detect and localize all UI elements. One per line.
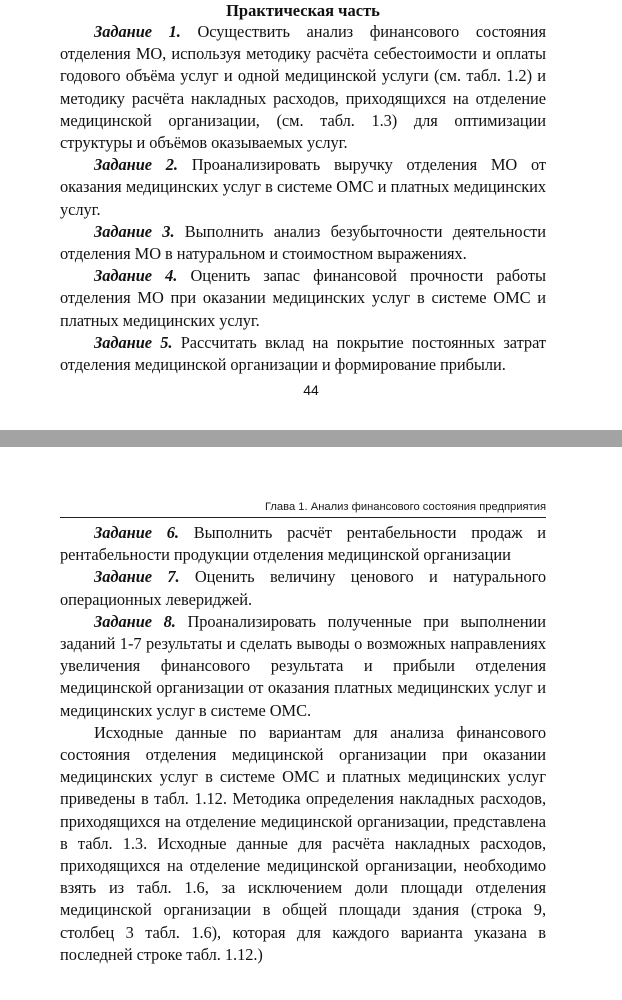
task-3-paragraph [60, 221, 546, 265]
task-6-label: Задание 6. [94, 523, 179, 542]
task-4-label: Задание 4. [94, 266, 178, 286]
page-44 [0, 0, 622, 430]
top-page-body [60, 21, 546, 376]
page-separator [0, 430, 622, 447]
task-7-text: Оценить величину ценового и натурального операционных левериджей. [60, 567, 546, 609]
page-number: 44 [303, 382, 319, 398]
task-5-text: Рассчитать вклад на покрытие постоянных затрат отделения медицинской организации и формирование прибыли. [60, 332, 546, 375]
task-5-paragraph [60, 332, 546, 376]
bottom-page-body [60, 522, 546, 966]
task-8-paragraph [60, 611, 546, 722]
task-2-label: Задание 2. [94, 155, 178, 175]
task-5-label: Задание 5. [94, 332, 173, 352]
task-4-paragraph [60, 265, 546, 332]
task-6-text: Выполнить расчёт рентабельности продаж и рентабельности продукции отделения медицинской организации [60, 523, 546, 565]
task-8-label: Задание 8. [94, 611, 176, 631]
source-data-paragraph: Исходные данные по вариантам для анализа финансового состояния отделения медицинской организации при оказании медицинских услуг в системе ОМС и платных медицинских услуг приведены в табл. 1.12. Методика определения накладных расходов, приходящихся на отделение медицинской организации, представлена в табл. 1.3. Исходные данные для расчёта накладных расходов, приходящихся на отделение медицинской организации, необходимо взять из табл. 1.6, за исключением доли площади отделения медицинской организации в общей площади здания (строка 9, столбец 3 табл. 1.6), которая для каждого варианта указана в последней строке табл. 1.12.) [60, 722, 546, 964]
task-7-label: Задание 7. [94, 567, 180, 587]
task-1-text: Осуществить анализ финансового состояния отделения МО, используя методику расчёта себестоимости и оплаты годового объёма услуг и одной медицинской услуги (см. табл. 1.2) и методику расчёта накладных расходов, приходящихся на отделение медицинской организации, (см. табл. 1.3) для оптимизации структуры и объёмов оказываемых услуг. [60, 22, 546, 153]
section-title: Практическая часть [226, 1, 380, 20]
running-header: Глава 1. Анализ финансового состояния предприятия [264, 501, 546, 513]
task-8-text: Проанализировать полученные при выполнении заданий 1-7 результаты и сделать выводы о возможных направлениях увеличения финансового результата и прибыли отделения медицинской организации от оказания платных медицинских услуг и медицинских услуг в системе ОМС. [60, 611, 546, 720]
task-1-paragraph [60, 21, 546, 154]
header-divider [60, 517, 546, 518]
task-2-paragraph [60, 154, 546, 221]
task-3-text: Выполнить анализ безубыточности деятельности отделения МО в натуральном и стоимостном выражениях. [60, 221, 546, 264]
task-7-paragraph [60, 566, 546, 610]
task-1-label: Задание 1. [94, 22, 181, 41]
task-3-label: Задание 3. [94, 221, 175, 241]
task-2-text: Проанализировать выручку отделения МО от оказания медицинских услуг в системе ОМС и платных медицинских услуг. [60, 155, 546, 219]
page-45 [0, 447, 622, 1000]
task-6-paragraph [60, 522, 546, 566]
task-4-text: Оценить запас финансовой прочности работы отделения МО при оказании медицинских услуг в системе ОМС и платных медицинских услуг. [60, 266, 546, 330]
